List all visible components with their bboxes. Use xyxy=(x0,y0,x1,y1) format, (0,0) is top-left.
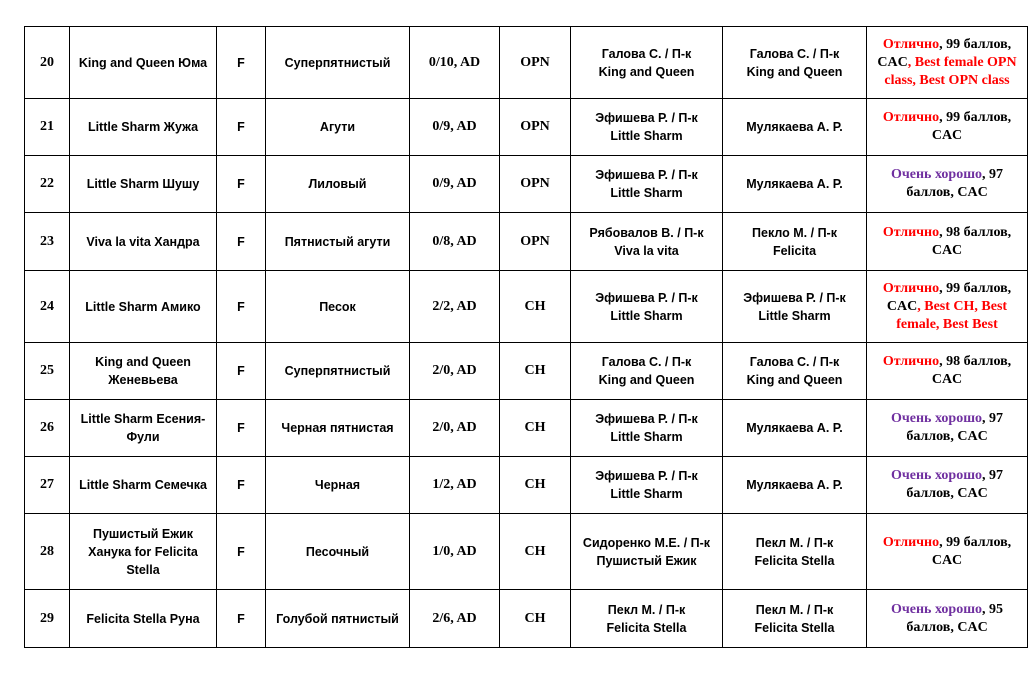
breeder-line: Little Sharm xyxy=(610,129,683,143)
sex-cell: F xyxy=(217,343,266,400)
separator-text: , xyxy=(982,468,990,483)
owner-line: Мулякаева А. Р. xyxy=(746,177,843,191)
code-cell: 0/8, AD xyxy=(410,213,500,271)
animal-name: Little Sharm Жужа xyxy=(70,99,217,156)
award-text: , Best CH, Best female, Best Best xyxy=(896,298,1008,332)
grade-text: Отлично xyxy=(882,110,940,125)
breeder-line: Сидоренко М.Е. / П-к xyxy=(582,535,711,550)
breeder-cell xyxy=(571,27,723,99)
owner-line: Галова С. / П-к xyxy=(749,46,840,61)
owner-cell xyxy=(723,213,867,271)
table-row xyxy=(25,457,1028,514)
row-number: 28 xyxy=(25,514,70,590)
breeder-line: Эфишева Р. / П-к xyxy=(595,290,698,305)
owner-line: Felicita Stella xyxy=(754,553,835,568)
breeder-line: Эфишева Р. / П-к xyxy=(595,469,698,483)
owner-line: Пекл М. / П-к xyxy=(755,602,834,617)
animal-name: Viva la vita Хандра xyxy=(70,213,217,271)
result-cell xyxy=(867,514,1028,590)
owner-line: Мулякаева А. Р. xyxy=(746,478,843,492)
result-cell xyxy=(867,156,1028,213)
breeder-line: King and Queen xyxy=(598,373,695,387)
table-body xyxy=(25,27,1028,648)
table-row xyxy=(25,99,1028,156)
row-number: 21 xyxy=(25,99,70,156)
code-cell: 2/0, AD xyxy=(410,400,500,457)
owner-line: Felicita xyxy=(772,243,817,258)
table-row xyxy=(25,514,1028,590)
breeder-line: Viva la vita xyxy=(614,243,679,258)
sex-cell: F xyxy=(217,457,266,514)
owner-line: Пекло М. / П-к xyxy=(752,225,837,240)
owner-cell xyxy=(723,156,867,213)
grade-text: Очень хорошо xyxy=(890,468,983,483)
code-cell: 2/0, AD xyxy=(410,343,500,400)
owner-cell xyxy=(723,590,867,648)
separator-text: , xyxy=(939,280,947,296)
class-cell: CH xyxy=(500,400,571,457)
color-cell: Суперпятнистый xyxy=(266,27,410,99)
points-text: 99 баллов, CAC xyxy=(877,36,1012,70)
breeder-cell xyxy=(571,514,723,590)
breeder-line: Little Sharm xyxy=(610,430,683,444)
class-cell: OPN xyxy=(500,213,571,271)
breeder-line: King and Queen xyxy=(598,64,695,79)
owner-line: King and Queen xyxy=(746,373,843,387)
owner-cell xyxy=(723,400,867,457)
breeder-line: Little Sharm xyxy=(610,186,683,200)
owner-line: Мулякаева А. Р. xyxy=(746,421,843,435)
points-text: 98 баллов, CAC xyxy=(931,224,1012,258)
animal-name: Little Sharm Есения-Фули xyxy=(70,400,217,457)
result-cell xyxy=(867,457,1028,514)
breeder-cell xyxy=(571,343,723,400)
result-cell xyxy=(867,27,1028,99)
grade-text: Очень хорошо xyxy=(890,411,983,426)
grade-text: Очень хорошо xyxy=(890,601,983,617)
animal-name: Пушистый Ежик Ханука for Felicita Stella xyxy=(70,514,217,590)
color-cell: Лиловый xyxy=(266,156,410,213)
code-cell: 2/6, AD xyxy=(410,590,500,648)
result-cell xyxy=(867,590,1028,648)
separator-text: , xyxy=(982,167,990,182)
owner-cell xyxy=(723,99,867,156)
points-text: 98 баллов, CAC xyxy=(931,354,1012,387)
color-cell: Черная xyxy=(266,457,410,514)
table-row xyxy=(25,27,1028,99)
breeder-line: Галова С. / П-к xyxy=(601,355,692,369)
class-cell: OPN xyxy=(500,27,571,99)
grade-text: Очень хорошо xyxy=(890,167,983,182)
result-cell xyxy=(867,400,1028,457)
code-cell: 0/9, AD xyxy=(410,99,500,156)
sex-cell: F xyxy=(217,27,266,99)
sex-cell: F xyxy=(217,213,266,271)
separator-text: , xyxy=(939,224,947,240)
separator-text: , xyxy=(939,354,947,369)
color-cell: Пятнистый агути xyxy=(266,213,410,271)
animal-name: King and Queen Юма xyxy=(70,27,217,99)
class-cell: CH xyxy=(500,271,571,343)
breeder-line: Галова С. / П-к xyxy=(601,46,692,61)
breeder-line: Little Sharm xyxy=(610,487,683,501)
separator-text: , xyxy=(939,534,947,550)
row-number: 27 xyxy=(25,457,70,514)
color-cell: Суперпятнистый xyxy=(266,343,410,400)
owner-line: Felicita Stella xyxy=(754,620,835,635)
separator-text: , xyxy=(982,411,990,426)
breeder-cell xyxy=(571,156,723,213)
grade-text: Отлично xyxy=(882,280,940,296)
animal-name: Little Sharm Семечка xyxy=(70,457,217,514)
animal-name: Felicita Stella Руна xyxy=(70,590,217,648)
class-cell: CH xyxy=(500,457,571,514)
separator-text: , xyxy=(982,601,990,617)
color-cell: Агути xyxy=(266,99,410,156)
sex-cell: F xyxy=(217,400,266,457)
breeder-cell xyxy=(571,457,723,514)
sex-cell: F xyxy=(217,590,266,648)
owner-cell xyxy=(723,343,867,400)
row-number: 22 xyxy=(25,156,70,213)
breeder-line: Рябовалов В. / П-к xyxy=(589,225,704,240)
owner-cell xyxy=(723,514,867,590)
row-number: 23 xyxy=(25,213,70,271)
owner-cell xyxy=(723,271,867,343)
breeder-line: Эфишева Р. / П-к xyxy=(595,168,698,182)
row-number: 25 xyxy=(25,343,70,400)
result-cell xyxy=(867,99,1028,156)
code-cell: 0/10, AD xyxy=(410,27,500,99)
owner-cell xyxy=(723,27,867,99)
sex-cell: F xyxy=(217,271,266,343)
breeder-line: Пушистый Ежик xyxy=(596,553,697,568)
color-cell: Песочный xyxy=(266,514,410,590)
points-text: 95 баллов, CAC xyxy=(906,601,1004,635)
color-cell: Песок xyxy=(266,271,410,343)
breeder-cell xyxy=(571,271,723,343)
table-row xyxy=(25,271,1028,343)
color-cell: Голубой пятнистый xyxy=(266,590,410,648)
class-cell: CH xyxy=(500,590,571,648)
table-row xyxy=(25,400,1028,457)
points-text: 99 баллов, CAC xyxy=(931,110,1012,143)
owner-line: Мулякаева А. Р. xyxy=(746,120,843,134)
code-cell: 1/0, AD xyxy=(410,514,500,590)
grade-text: Отлично xyxy=(882,354,940,369)
table-row xyxy=(25,590,1028,648)
color-cell: Черная пятнистая xyxy=(266,400,410,457)
animal-name: Little Sharm Шушу xyxy=(70,156,217,213)
sex-cell: F xyxy=(217,514,266,590)
row-number: 29 xyxy=(25,590,70,648)
grade-text: Отлично xyxy=(882,224,940,240)
result-cell xyxy=(867,343,1028,400)
table-row xyxy=(25,213,1028,271)
animal-name: Little Sharm Амико xyxy=(70,271,217,343)
breeder-line: Пекл М. / П-к xyxy=(607,602,686,617)
class-cell: CH xyxy=(500,514,571,590)
points-text: 97 баллов, CAC xyxy=(906,167,1004,200)
breeder-line: Felicita Stella xyxy=(606,620,687,635)
sex-cell: F xyxy=(217,156,266,213)
row-number: 24 xyxy=(25,271,70,343)
owner-line: King and Queen xyxy=(746,64,843,79)
breeder-line: Эфишева Р. / П-к xyxy=(595,111,698,125)
owner-line: Little Sharm xyxy=(758,308,831,323)
grade-text: Отлично xyxy=(882,534,940,550)
sex-cell: F xyxy=(217,99,266,156)
points-text: 97 баллов, CAC xyxy=(906,411,1004,444)
owner-cell xyxy=(723,457,867,514)
breeder-cell xyxy=(571,213,723,271)
award-text: , Best female OPN class, Best OPN class xyxy=(884,54,1017,88)
breeder-cell xyxy=(571,400,723,457)
points-text: 99 баллов, CAC xyxy=(886,280,1012,314)
owner-line: Эфишева Р. / П-к xyxy=(743,290,846,305)
animal-name: King and Queen Женевьева xyxy=(70,343,217,400)
owner-line: Галова С. / П-к xyxy=(749,355,840,369)
code-cell: 1/2, AD xyxy=(410,457,500,514)
row-number: 20 xyxy=(25,27,70,99)
class-cell: OPN xyxy=(500,156,571,213)
points-text: 97 баллов, CAC xyxy=(906,468,1004,501)
grade-text: Отлично xyxy=(882,36,940,52)
result-cell xyxy=(867,271,1028,343)
code-cell: 2/2, AD xyxy=(410,271,500,343)
row-number: 26 xyxy=(25,400,70,457)
breeder-cell xyxy=(571,99,723,156)
points-text: 99 баллов, CAC xyxy=(931,534,1012,568)
separator-text: , xyxy=(939,36,947,52)
separator-text: , xyxy=(939,110,947,125)
table-row xyxy=(25,343,1028,400)
breeder-cell xyxy=(571,590,723,648)
class-cell: OPN xyxy=(500,99,571,156)
class-cell: CH xyxy=(500,343,571,400)
table-row xyxy=(25,156,1028,213)
results-table xyxy=(24,26,1028,648)
breeder-line: Little Sharm xyxy=(610,308,683,323)
owner-line: Пекл М. / П-к xyxy=(755,535,834,550)
breeder-line: Эфишева Р. / П-к xyxy=(595,412,698,426)
result-cell xyxy=(867,213,1028,271)
code-cell: 0/9, AD xyxy=(410,156,500,213)
